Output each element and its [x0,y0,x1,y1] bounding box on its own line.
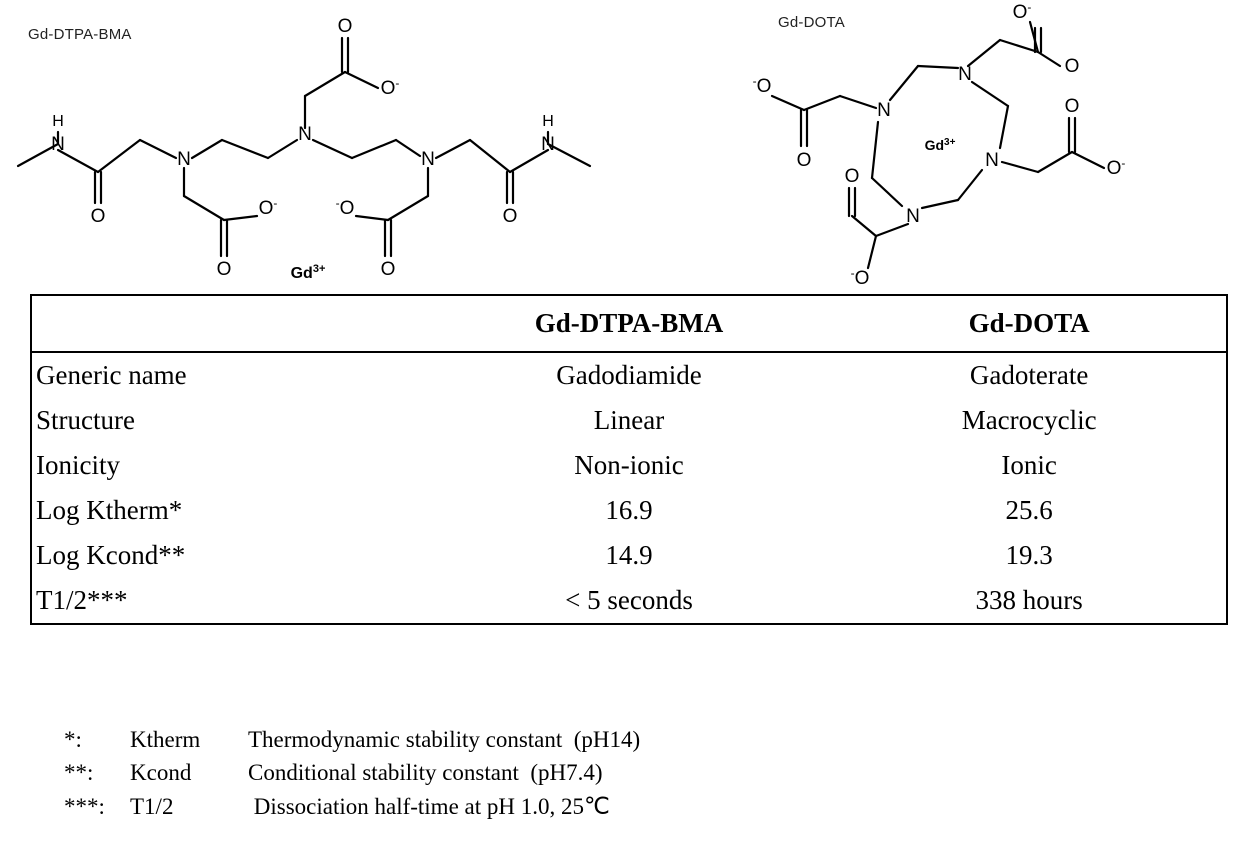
cell-generic-name-dtpa: Gadodiamide [556,360,702,391]
footnote-marker-2: **: [64,760,94,786]
atom-label-o: O [1064,56,1080,77]
atom-label-h: H [52,113,64,130]
row-label-log-ktherm: Log Ktherm* [36,495,183,526]
atom-label-o: O [337,16,353,37]
atom-label-n: N [421,149,435,170]
row-label-log-kcond: Log Kcond** [36,540,186,571]
footnote-term-kcond: Kcond [130,760,192,786]
cell-ionicity-dota: Ionic [1001,450,1057,481]
footnote-marker-1: *: [64,727,82,752]
footnote-desc-t-half: Dissociation half-time at pH 1.0, 25℃ [248,793,610,819]
gadolinium-ion-label-left: $Gd^{3+}$ [290,263,326,282]
table-row [31,488,1227,533]
atom-label-h: H [542,113,554,130]
footnote-desc-ktherm: Thermodynamic stability constant (pH14) [248,727,641,752]
atom-label-o: O [502,206,518,227]
table-header-row [31,295,1227,352]
footnote-desc-kcond: Conditional stability constant (pH7.4) [248,760,603,786]
row-label-t-half: T1/2*** [36,585,128,616]
table-row [31,533,1227,578]
atom-label-o-minus: -O [752,74,772,97]
table-row [31,352,1227,398]
structure-label-gd-dota: Gd-DOTA [778,14,845,31]
comparison-table [30,294,1228,625]
row-label-structure: Structure [36,405,135,436]
cell-log-kcond-dota: 19.3 [1005,540,1053,571]
structure-label-gd-dtpa-bma: Gd-DTPA-BMA [28,26,132,43]
atom-label-n: N [298,124,312,145]
table-header [31,295,1227,352]
footnotes-block [64,723,1164,823]
cell-t-half-dtpa: < 5 seconds [565,585,693,616]
cell-ionicity-dtpa: Non-ionic [574,450,684,481]
table-body [31,352,1227,624]
atom-label-o-minus: O- [1106,156,1126,179]
table-header-gd-dtpa-bma: Gd-DTPA-BMA [426,295,833,352]
atom-label-o: O [216,259,232,280]
table-row [31,443,1227,488]
atom-label-o-minus: -O [335,196,355,219]
footnote-row [64,723,1164,756]
atom-label-n: N [958,64,972,85]
atom-label-o: O [796,150,812,171]
footnote-row [64,790,1164,823]
atom-label-n: N [51,134,65,155]
footnote-marker-3: ***: [64,793,105,819]
table-row [31,398,1227,443]
row-label-ionicity: Ionicity [36,450,120,481]
cell-log-ktherm-dota: 25.6 [1005,495,1053,526]
footnote-term-t-half: T1/2 [130,793,174,819]
gd-dtpa-bma-structure-diagram [0,0,680,292]
cell-structure-dtpa: Linear [593,405,665,436]
atom-label-o: O [1064,96,1080,117]
atom-label-o: O [90,206,106,227]
row-label-generic-name: Generic name [36,360,187,391]
gadolinium-ion-label-right: $Gd^{3+}$ [924,137,956,153]
comparison-table-container [30,294,1228,625]
cell-t-half-dota: 338 hours [975,585,1083,616]
footnote-term-ktherm: Ktherm [130,727,201,752]
atom-label-n: N [877,100,891,121]
atom-label-o-minus: -O [850,266,870,289]
chemical-structures-panel [0,0,1259,292]
cell-log-kcond-dtpa: 14.9 [605,540,653,571]
atom-label-n: N [985,150,999,171]
table-header-gd-dota: Gd-DOTA [832,295,1227,352]
cell-log-ktherm-dtpa: 16.9 [605,495,653,526]
atom-label-n: N [906,206,920,227]
atom-label-o: O [380,259,396,280]
cell-structure-dota: Macrocyclic [961,405,1097,436]
footnote-row [64,756,1164,789]
cell-generic-name-dota: Gadoterate [969,360,1089,391]
table-header-blank [31,295,426,352]
atom-label-o-minus: O- [258,196,278,219]
atom-label-n: N [177,149,191,170]
atom-label-n: N [541,134,555,155]
table-row [31,578,1227,624]
atom-label-o-minus: O- [1012,0,1032,23]
atom-label-o-minus: O- [380,76,400,99]
gd-dota-structure-diagram [700,0,1259,292]
atom-label-o: O [844,166,860,187]
